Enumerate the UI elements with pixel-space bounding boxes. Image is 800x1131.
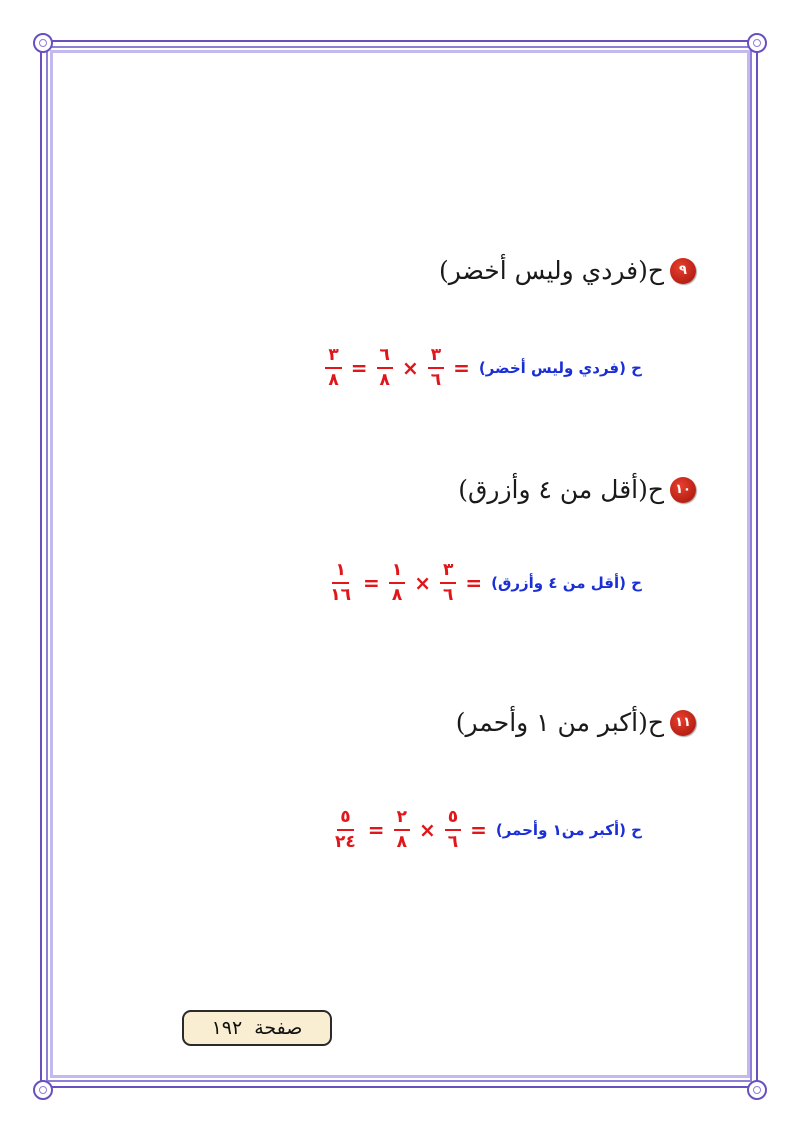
- question-number-badge: ١١: [670, 710, 696, 736]
- fraction-result: [332, 809, 359, 851]
- corner-ornament-icon: [33, 33, 53, 53]
- equation-row: [332, 809, 642, 851]
- equation-label: ح (فردي وليس أخضر): [478, 359, 642, 377]
- operator: ×: [414, 571, 431, 595]
- question-heading: [458, 475, 696, 504]
- fraction: [428, 347, 444, 389]
- corner-ornament-icon: [747, 33, 767, 53]
- equation-row: [327, 562, 642, 604]
- fraction: [394, 809, 410, 851]
- operator: ×: [418, 818, 436, 842]
- question-number-badge: ١٠: [670, 477, 696, 503]
- fraction-numerator: ١: [389, 562, 405, 584]
- fraction-denominator: ٨: [396, 832, 407, 852]
- fraction-denominator: ٨: [379, 370, 390, 390]
- frame-band-right: [747, 50, 750, 1078]
- page-number-box: [182, 1010, 332, 1046]
- page-word: صفحة: [254, 1017, 303, 1039]
- operator: ×: [401, 356, 419, 380]
- fraction: [389, 562, 405, 604]
- fraction-numerator: ١: [332, 562, 348, 584]
- frame-band-left: [50, 50, 53, 1078]
- equation-label: ح (أقل من ٤ وأزرق): [491, 574, 642, 592]
- fraction: [445, 809, 461, 851]
- corner-ornament-icon: [33, 1080, 53, 1100]
- frame-band-top: [50, 50, 750, 53]
- corner-ornament-icon: [747, 1080, 767, 1100]
- operator: =: [363, 571, 380, 595]
- fraction-denominator: ٨: [328, 370, 339, 390]
- fraction-numerator: ٢: [394, 809, 410, 831]
- page-number: ١٩٢: [211, 1017, 243, 1039]
- fraction-numerator: ٣: [440, 562, 456, 584]
- frame-band-bottom: [50, 1075, 750, 1078]
- question-text: ح(أكبر من ١ وأحمر): [455, 708, 664, 737]
- fraction-result: [327, 562, 354, 604]
- equals-sign: =: [470, 818, 487, 842]
- fraction-denominator: ٨: [391, 585, 403, 605]
- fraction-denominator: ٦: [447, 832, 459, 852]
- fraction-numerator: ٦: [377, 347, 393, 369]
- fraction: [377, 347, 393, 389]
- question-number-badge: ٩: [670, 258, 696, 284]
- fraction-numerator: ٣: [428, 347, 444, 369]
- fraction-numerator: ٣: [325, 347, 341, 369]
- question-heading: [439, 256, 696, 285]
- equation-row: [325, 347, 642, 389]
- equation-label: ح (أكبر من١ وأحمر): [495, 821, 642, 839]
- fraction-denominator: ٦: [442, 585, 454, 605]
- fraction-denominator: ١٦: [330, 585, 352, 605]
- fraction: [440, 562, 456, 604]
- question-heading: [456, 708, 696, 737]
- fraction-result: [325, 347, 341, 389]
- operator: =: [367, 818, 385, 842]
- equals-sign: =: [453, 356, 470, 380]
- question-text: ح(أقل من ٤ وأزرق): [458, 475, 664, 504]
- operator: =: [350, 356, 368, 380]
- fraction-numerator: ٥: [337, 809, 353, 831]
- equals-sign: =: [465, 571, 483, 595]
- fraction-denominator: ٢٤: [335, 832, 356, 852]
- question-text: ح(فردي وليس أخضر): [439, 256, 664, 285]
- fraction-denominator: ٦: [430, 370, 442, 390]
- fraction-numerator: ٥: [445, 809, 461, 831]
